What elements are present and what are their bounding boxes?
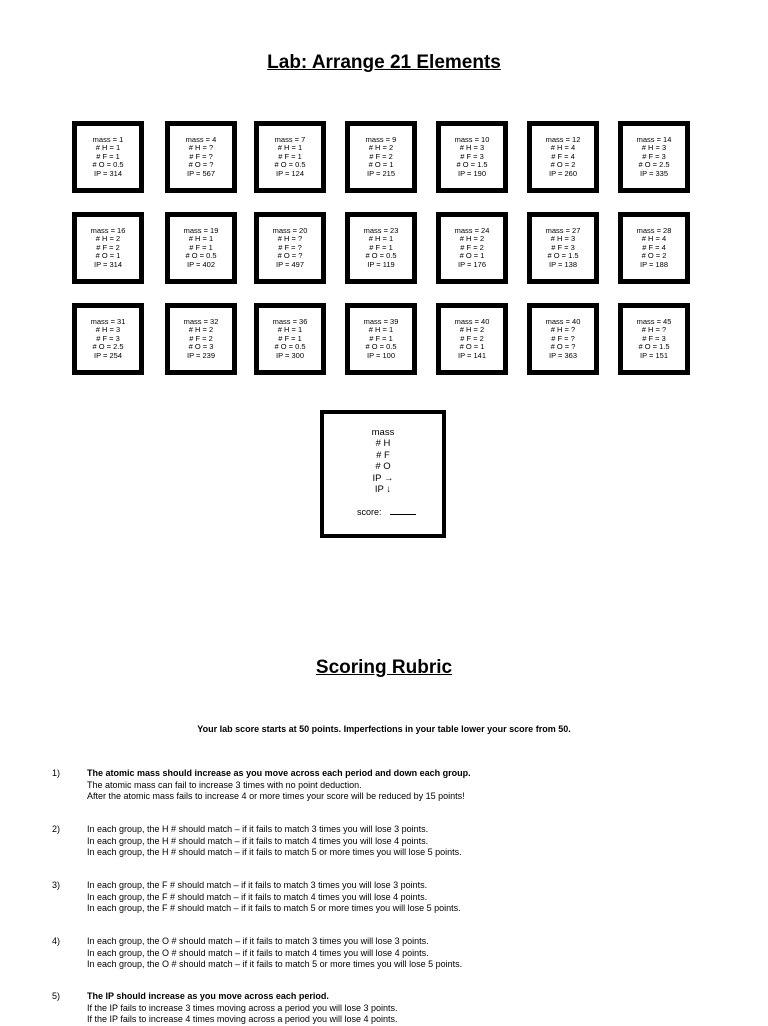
- element-card: [527, 212, 599, 284]
- rubric-rule-line: In each group, the F # should match – if it fails to match 5 or more times you will lose 5 points.: [87, 903, 461, 914]
- element-card-line: # H = ?: [188, 143, 214, 153]
- score-field: [357, 506, 416, 517]
- element-card-line: # O = 0.5: [274, 342, 306, 352]
- element-card-line: # H = 1: [368, 325, 394, 335]
- element-card-line: # O = 0.5: [274, 160, 306, 170]
- element-card: [254, 121, 326, 193]
- page-title: Lab: Arrange 21 Elements: [267, 52, 501, 73]
- legend-line-f: # F: [376, 449, 390, 461]
- element-card-line: # F = 2: [96, 242, 120, 252]
- element-card-line: # F = ?: [551, 333, 575, 343]
- element-card-line: # H = 2: [188, 325, 214, 335]
- element-card-line: # F = 4: [551, 151, 575, 161]
- element-card: [618, 303, 690, 375]
- element-card-values: [546, 227, 581, 270]
- element-card-line: # H = 2: [368, 143, 394, 153]
- element-card-line: mass = 23: [363, 225, 399, 235]
- element-card-values: [546, 318, 581, 361]
- element-card-line: IP = 190: [457, 168, 486, 178]
- element-card-line: # O = 2: [550, 160, 576, 170]
- element-card-values: [91, 227, 126, 270]
- rubric-rule-line: If the IP fails to increase 4 times moving across a period you will lose 4 points.: [87, 1014, 398, 1025]
- rubric-rule-line: If the IP fails to increase 3 times moving across a period you will lose 3 points.: [87, 1002, 398, 1013]
- element-card-line: mass = 16: [90, 225, 126, 235]
- element-card: [345, 303, 417, 375]
- element-card-line: mass = 45: [636, 316, 672, 326]
- legend-card: [320, 410, 446, 538]
- element-card-line: mass = 1: [92, 134, 124, 144]
- rubric-rule-text: [87, 991, 747, 1026]
- element-card-line: # O = 2.5: [638, 160, 670, 170]
- element-card-line: # O = 1: [368, 160, 394, 170]
- element-card: [165, 212, 237, 284]
- element-card-line: mass = 32: [183, 316, 219, 326]
- element-card-line: # O = 0.5: [365, 342, 397, 352]
- rubric-rule-text: [87, 768, 747, 803]
- element-card-line: IP = 314: [93, 259, 122, 269]
- element-card: [436, 121, 508, 193]
- element-card-line: mass = 40: [545, 316, 581, 326]
- element-card-line: IP = 119: [367, 259, 395, 269]
- element-card-line: # F = 2: [460, 333, 484, 343]
- element-card-line: # F = ?: [189, 151, 213, 161]
- element-card-values: [455, 227, 490, 270]
- element-card-line: # F = 3: [551, 242, 575, 252]
- element-card-line: mass = 14: [636, 134, 672, 144]
- element-card-values: [366, 136, 397, 179]
- element-card-values: [364, 318, 399, 361]
- element-card-line: IP = 260: [548, 168, 577, 178]
- element-card-line: # O = ?: [550, 342, 576, 352]
- element-card: [618, 121, 690, 193]
- element-card-line: # H = 4: [550, 143, 576, 153]
- element-card-line: mass = 10: [454, 134, 490, 144]
- element-card-line: # F = 1: [278, 333, 302, 343]
- rubric-rule-text: [87, 936, 747, 971]
- legend-line-h: # H: [375, 438, 391, 450]
- element-card-line: # F = 3: [460, 151, 484, 161]
- rubric-rule-text: [87, 824, 747, 859]
- rubric-rule-line: The atomic mass should increase as you move across each period and down each group.: [87, 768, 471, 778]
- element-card-values: [637, 227, 672, 270]
- rubric-rule-line: In each group, the H # should match – if it fails to match 5 or more times you will lose 5 points.: [87, 847, 462, 858]
- element-card-values: [364, 227, 399, 270]
- rubric-rule-line: The IP should increase as you move across each period.: [87, 991, 329, 1001]
- element-card-line: # F = 3: [96, 333, 120, 343]
- element-card-line: # F = 1: [278, 151, 302, 161]
- element-card-values: [273, 318, 308, 361]
- element-card-line: # O = 2.5: [92, 342, 124, 352]
- element-card: [618, 212, 690, 284]
- rubric-rule-line: After the atomic mass fails to increase 4 or more times your score will be reduced by 15 points!: [87, 791, 465, 802]
- element-card: [345, 212, 417, 284]
- element-card-line: IP = 151: [639, 350, 668, 360]
- element-card-line: # H = 1: [95, 143, 121, 153]
- element-card-line: # O = ?: [188, 160, 214, 170]
- rubric-rule-line: In each group, the F # should match – if it fails to match 4 times you will lose 4 points.: [87, 891, 428, 902]
- rubric-rule-text: [87, 880, 747, 915]
- element-card-line: mass = 27: [545, 225, 581, 235]
- element-card-values: [186, 136, 217, 179]
- element-card-line: # O = 1: [459, 342, 485, 352]
- element-card-line: # F = 2: [460, 242, 484, 252]
- element-card-line: IP = 402: [186, 259, 215, 269]
- element-card-line: # F = 3: [642, 151, 666, 161]
- element-card: [527, 121, 599, 193]
- element-card-line: mass = 39: [363, 316, 399, 326]
- element-card-line: # H = ?: [550, 325, 576, 335]
- element-card-line: # O = 1.5: [456, 160, 488, 170]
- legend-line-ip-across: IP →: [372, 472, 394, 484]
- element-card-values: [455, 318, 490, 361]
- element-card-line: mass = 36: [272, 316, 308, 326]
- element-card-line: IP = 300: [275, 350, 304, 360]
- rubric-rule-line: In each group, the O # should match – if it fails to match 3 times you will lose 3 points.: [87, 936, 429, 946]
- element-card-line: # F = 2: [369, 151, 393, 161]
- element-card-line: # F = 3: [642, 333, 666, 343]
- rubric-title: Scoring Rubric: [315, 657, 453, 678]
- element-card-values: [92, 136, 123, 179]
- element-card-line: # H = 1: [188, 234, 214, 244]
- element-card-line: mass = 9: [365, 134, 397, 144]
- legend-line-o: # O: [375, 461, 391, 473]
- element-card-values: [273, 227, 308, 270]
- element-card-line: # H = 4: [641, 234, 667, 244]
- element-card-line: IP = 497: [275, 259, 304, 269]
- rubric-rule-line: In each group, the H # should match – if it fails to match 4 times you will lose 4 points.: [87, 835, 429, 846]
- element-card: [165, 121, 237, 193]
- element-card-line: # O = 1.5: [638, 342, 670, 352]
- element-card-line: mass = 19: [183, 225, 219, 235]
- element-card: [436, 303, 508, 375]
- element-card-line: # O = 1: [95, 251, 121, 261]
- element-card: [165, 303, 237, 375]
- element-card: [527, 303, 599, 375]
- element-card-line: # H = 1: [277, 325, 303, 335]
- element-card-values: [274, 136, 305, 179]
- element-card-line: IP = 100: [366, 350, 395, 360]
- element-card-line: IP = 176: [457, 259, 486, 269]
- element-card-line: # O = 1.5: [547, 251, 579, 261]
- element-card-line: # H = 1: [368, 234, 394, 244]
- element-card-values: [637, 136, 672, 179]
- rubric-intro: Your lab score starts at 50 points. Imperfections in your table lower your score from 50.: [197, 724, 571, 734]
- element-card-values: [455, 136, 490, 179]
- element-card-line: # H = 3: [641, 143, 667, 153]
- element-card-line: # O = 1: [459, 251, 485, 261]
- element-card-line: IP = 188: [639, 259, 668, 269]
- element-card-line: # O = 0.5: [185, 251, 217, 261]
- element-card-line: # H = 2: [459, 234, 485, 244]
- element-card-line: # H = 2: [95, 234, 121, 244]
- element-card: [72, 121, 144, 193]
- rubric-rule-number: 4): [52, 936, 61, 946]
- element-card-line: IP = 239: [186, 350, 215, 360]
- element-card-line: mass = 7: [274, 134, 306, 144]
- element-card-line: # H = ?: [277, 234, 303, 244]
- score-blank-line: [390, 506, 416, 515]
- element-card-line: IP = 141: [457, 350, 486, 360]
- rubric-rule-line: In each group, the O # should match – if it fails to match 5 or more times you will lose 5 points.: [87, 959, 463, 970]
- element-card-values: [637, 318, 672, 361]
- element-card-line: IP = 124: [275, 168, 304, 178]
- element-card: [345, 121, 417, 193]
- element-card-line: # H = ?: [641, 325, 667, 335]
- element-card-line: # F = 1: [189, 242, 213, 252]
- element-card: [254, 303, 326, 375]
- element-card-line: IP = 254: [93, 350, 122, 360]
- element-card-line: mass = 20: [272, 225, 308, 235]
- element-card-line: # F = 1: [369, 333, 393, 343]
- legend-line-ip-down: IP ↓: [374, 484, 392, 496]
- element-card-line: # H = 1: [277, 143, 303, 153]
- element-card-values: [91, 318, 126, 361]
- element-card-line: mass = 4: [185, 134, 217, 144]
- rubric-rule-number: 5): [52, 991, 61, 1001]
- element-card-line: # F = 1: [96, 151, 120, 161]
- element-card-line: IP = 363: [548, 350, 577, 360]
- element-card-line: IP = 567: [186, 168, 215, 178]
- element-card: [254, 212, 326, 284]
- rubric-rule-number: 2): [52, 824, 61, 834]
- element-card-line: # F = 4: [642, 242, 666, 252]
- element-card-line: IP = 314: [93, 168, 122, 178]
- element-card-line: # O = 2: [641, 251, 667, 261]
- element-card-line: # O = ?: [277, 251, 303, 261]
- rubric-rule-line: In each group, the O # should match – if it fails to match 4 times you will lose 4 points.: [87, 947, 429, 958]
- element-card-line: # H = 3: [459, 143, 485, 153]
- element-card-line: mass = 40: [454, 316, 490, 326]
- element-card-line: # H = 3: [95, 325, 121, 335]
- element-card: [72, 212, 144, 284]
- element-card-line: # O = 3: [188, 342, 214, 352]
- element-card-line: # F = 1: [369, 242, 393, 252]
- element-card: [72, 303, 144, 375]
- element-card-line: IP = 335: [639, 168, 668, 178]
- element-card-line: # F = ?: [278, 242, 302, 252]
- element-card-values: [184, 227, 219, 270]
- element-card-values: [546, 136, 581, 179]
- rubric-rule-number: 3): [52, 880, 61, 890]
- rubric-rule-line: In each group, the H # should match – if it fails to match 3 times you will lose 3 points.: [87, 824, 429, 834]
- element-card-line: # O = 0.5: [365, 251, 397, 261]
- element-card: [436, 212, 508, 284]
- rubric-rule-line: The atomic mass can fail to increase 3 times with no point deduction.: [87, 779, 362, 790]
- element-card-line: mass = 12: [545, 134, 581, 144]
- element-card-line: mass = 24: [454, 225, 490, 235]
- element-card-line: IP = 215: [366, 168, 395, 178]
- element-card-line: mass = 31: [90, 316, 126, 326]
- rubric-rule-line: In each group, the F # should match – if it fails to match 3 times you will lose 3 points.: [87, 880, 428, 890]
- score-label: score:: [357, 507, 382, 517]
- element-card-line: # H = 3: [550, 234, 576, 244]
- legend-lines: [324, 427, 442, 495]
- element-card-values: [184, 318, 219, 361]
- element-card-line: # F = 2: [189, 333, 213, 343]
- element-card-line: IP = 138: [548, 259, 577, 269]
- element-card-line: # O = 0.5: [92, 160, 124, 170]
- rubric-rule-number: 1): [52, 768, 61, 778]
- element-card-line: mass = 28: [636, 225, 672, 235]
- legend-line-mass: mass: [371, 427, 395, 438]
- element-card-line: # H = 2: [459, 325, 485, 335]
